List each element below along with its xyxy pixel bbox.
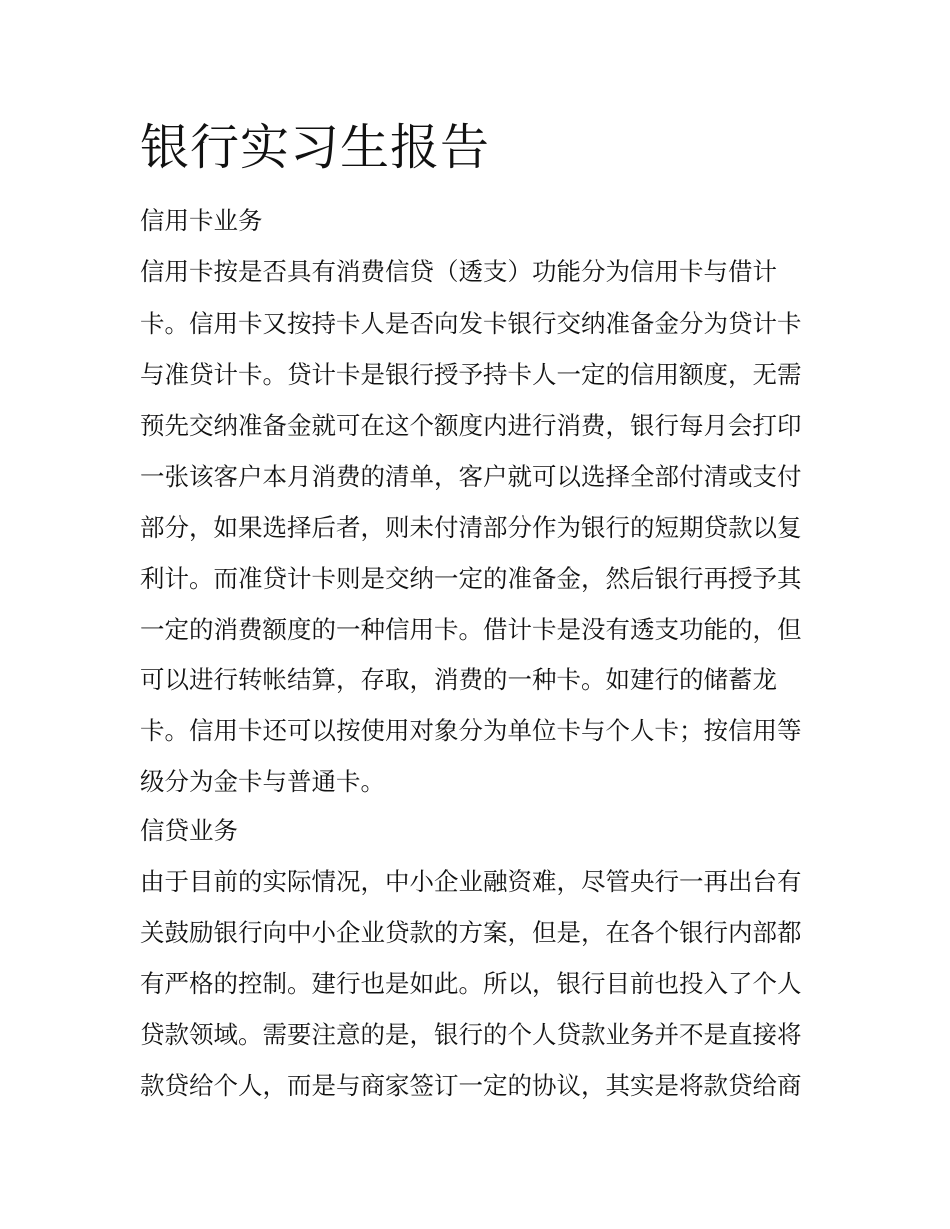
- paragraph-line: 一定的消费额度的一种信用卡。借计卡是没有透支功能的，但: [140, 615, 802, 644]
- paragraph-line: 信用卡按是否具有消费信贷（透支）功能分为信用卡与借计: [140, 257, 777, 286]
- paragraph-line: 款贷给个人，而是与商家签订一定的协议，其实是将款贷给商: [140, 1071, 802, 1100]
- paragraph-line: 一张该客户本月消费的清单，客户就可以选择全部付清或支付: [140, 462, 802, 491]
- paragraph-line: 贷款领域。需要注意的是，银行的个人贷款业务并不是直接将: [140, 1020, 802, 1049]
- paragraph-line: 与准贷计卡。贷计卡是银行授予持卡人一定的信用额度，无需: [140, 360, 802, 389]
- paragraph-line: 预先交纳准备金就可在这个额度内进行消费，银行每月会打印: [140, 411, 802, 440]
- paragraph-line: 部分，如果选择后者，则未付清部分作为银行的短期贷款以复: [140, 513, 802, 542]
- paragraph-line: 卡。信用卡还可以按使用对象分为单位卡与个人卡；按信用等: [140, 716, 802, 745]
- section-heading-credit-card: 信用卡业务: [140, 206, 263, 235]
- paragraph-line: 有严格的控制。建行也是如此。所以，银行目前也投入了个人: [140, 969, 802, 998]
- paragraph-line: 关鼓励银行向中小企业贷款的方案，但是，在各个银行内部都: [140, 918, 802, 947]
- paragraph-line: 可以进行转帐结算，存取，消费的一种卡。如建行的储蓄龙: [140, 665, 777, 694]
- section-heading-credit-loans: 信贷业务: [140, 816, 238, 845]
- paragraph-line: 由于目前的实际情况，中小企业融资难，尽管央行一再出台有: [140, 867, 802, 896]
- paragraph-line: 级分为金卡与普通卡。: [140, 767, 385, 796]
- paragraph-line: 利计。而准贷计卡则是交纳一定的准备金，然后银行再授予其: [140, 564, 802, 593]
- document-title: 银行实习生报告: [140, 119, 491, 176]
- paragraph-line: 卡。信用卡又按持卡人是否向发卡银行交纳准备金分为贷计卡: [140, 309, 802, 338]
